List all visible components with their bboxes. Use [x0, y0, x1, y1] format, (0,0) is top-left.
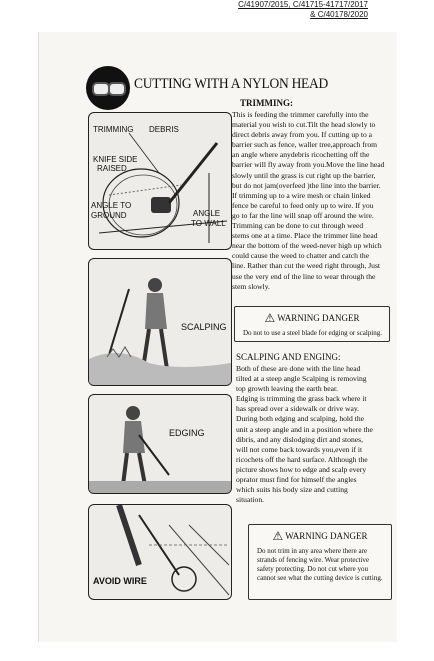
trimming-diagram — [88, 112, 232, 250]
scalping-heading: SCALPING AND ENGING: — [236, 352, 341, 362]
warning-text-1: Do not to use a steel blade for edging or scalping. — [243, 329, 382, 337]
text-line: unit a steep angle and in a position where the — [236, 424, 373, 434]
text-line: direct debris away from you. If cutting up to a — [232, 130, 373, 140]
scalping-paragraph — [236, 364, 386, 505]
case-number-line-2: & C/40178/2020 — [310, 10, 368, 19]
warning-text-2 — [249, 544, 391, 587]
warning-triangle-icon: ⚠ — [264, 311, 276, 325]
text-line: Edging is trimming the grass back where it — [236, 394, 367, 404]
text-line: has spread over a sidewalk or drive way. — [236, 404, 360, 414]
text-line: barrier will fly away from you.Move the line head — [232, 160, 385, 170]
text-line: which suits his body size and cutting — [236, 485, 348, 495]
text-line: strands of fencing wire. Wear protective — [257, 556, 370, 564]
text-line: but do not jam(overfeed )the line into the barrier. — [232, 180, 381, 190]
warning-triangle-icon: ⚠ — [272, 529, 284, 543]
text-line: near the bottom of the weed-never high up which — [232, 241, 382, 251]
label-trimming: TRIMMING — [93, 125, 134, 134]
text-line: top growth leaving the earth bear. — [236, 384, 339, 394]
text-line: oprator must find for himself the angles — [236, 475, 357, 485]
text-line: an angle where anydebris ricochetting off the — [232, 150, 370, 160]
warning-title-2: ⚠ WARNING DANGER — [272, 529, 368, 543]
label-knife-side: KNIFE SIDE — [93, 155, 138, 164]
edging-operator-figure — [89, 395, 231, 493]
text-line: Both of these are done with the line head — [236, 364, 361, 373]
text-line: go to far the line will snap off around the wire. — [232, 210, 374, 220]
trimming-heading: TRIMMING: — [240, 98, 293, 108]
label-angle-to: ANGLE TO — [91, 201, 132, 210]
text-line: stem slowly. — [232, 281, 270, 291]
text-line: could cause the weed to chatter and catch the — [232, 251, 370, 261]
text-line: ricochets off the hard surface. Although the — [236, 454, 368, 464]
text-line: material you wish to cut.Tilt the head slowly to — [232, 120, 376, 130]
scalping-illustration — [88, 258, 232, 386]
text-line: will not come back towards you,even if it — [236, 444, 363, 454]
text-line: cannot see what the cutting device is cutting. — [257, 574, 383, 582]
case-number-line-1: C/41907/2015, C/41715-41717/2017 — [238, 0, 368, 9]
text-line: Trimming can be done to cut through weed — [232, 221, 364, 231]
text-line: tilted at a steep angle Scalping is removing — [236, 374, 367, 384]
label-raised: RAISED — [97, 164, 127, 173]
warning-box-wire — [248, 524, 392, 600]
label-edging: EDGING — [169, 428, 205, 438]
text-line: dibris, and any dislodging dirt and stones, — [236, 434, 363, 444]
label-debris: DEBRIS — [149, 125, 179, 134]
label-to-wall: TO WALL — [191, 219, 226, 228]
warning-box-blade — [234, 306, 390, 342]
text-line: This is feeding the trimmer carefully into the — [232, 110, 369, 119]
edging-illustration — [88, 394, 232, 494]
label-scalping: SCALPING — [181, 322, 227, 332]
goggles-lens-right — [108, 82, 126, 96]
page-title: CUTTING WITH A NYLON HEAD — [134, 76, 328, 92]
text-line: line. Rather than cut the weed right through, Just — [232, 261, 381, 271]
text-line: safety protecting. Do not cut where you — [257, 565, 368, 573]
text-line: situation. — [236, 495, 265, 505]
text-line: barrier such as fence, waller tree,approach from — [232, 140, 378, 150]
label-ground: GROUND — [91, 211, 127, 220]
label-avoid-wire: AVOID WIRE — [93, 576, 147, 586]
goggles-icon — [86, 66, 130, 110]
text-line: If trimming up to a wire mesh or chain linked — [232, 190, 371, 200]
label-angle: ANGLE — [193, 209, 221, 218]
text-line: fence be careful to feed only up to wire. If you — [232, 200, 374, 210]
text-line: use the very end of the line to wear through the — [232, 271, 376, 281]
trimming-paragraph — [232, 110, 390, 292]
text-line: During both edging and scalping, hold the — [236, 414, 365, 424]
warning-title-1: ⚠ WARNING DANGER — [264, 311, 360, 325]
case-number — [238, 0, 368, 20]
text-line: Do not trim in any area where there are — [257, 547, 368, 555]
text-line: slowly until the grass is cut right up the barrier, — [232, 170, 376, 180]
text-line: picture shows how to edge and scalp every — [236, 464, 367, 474]
avoid-wire-illustration — [88, 504, 232, 600]
text-line: stems one at a time. Place the trimmer line head — [232, 231, 378, 241]
